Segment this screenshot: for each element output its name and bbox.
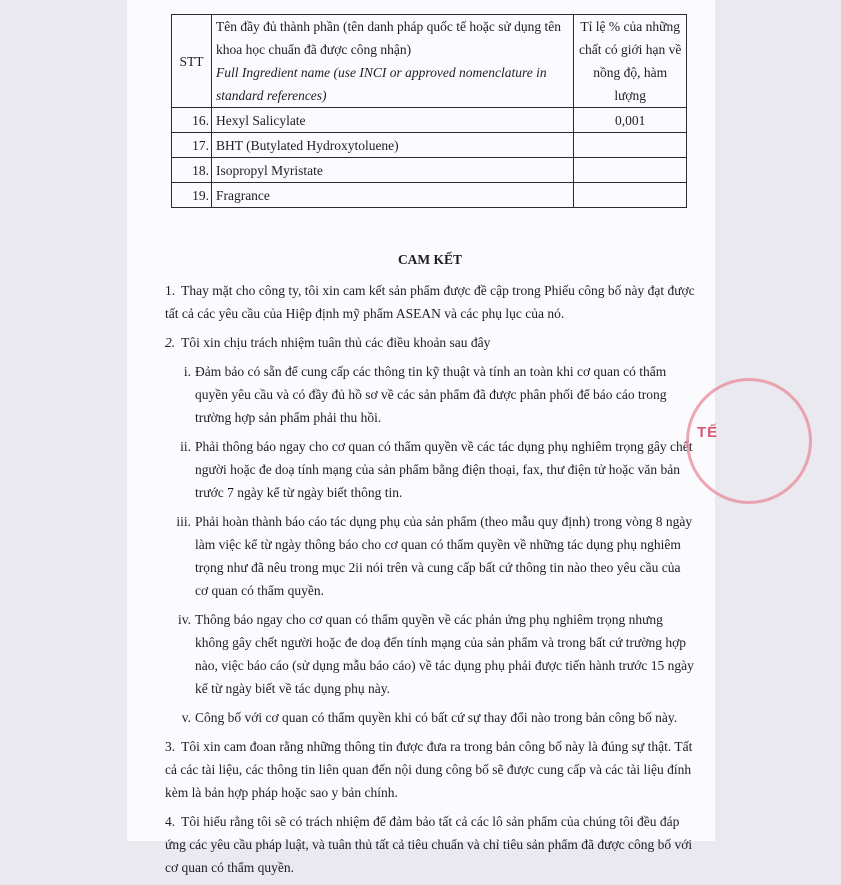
commitment-section (165, 248, 695, 885)
row-stt: 18. (172, 158, 212, 183)
stamp-text: TẾ (697, 424, 719, 441)
commitment-title: CAM KẾT (397, 252, 463, 267)
row-pct (574, 183, 687, 208)
header-name-vi: Tên đầy đủ thành phần (tên danh pháp quốc tế hoặc sử dụng tên khoa học chuẩn đã được công nhận) (215, 19, 562, 57)
row-pct (574, 158, 687, 183)
paragraph-1 (165, 279, 695, 325)
table-row (172, 158, 687, 183)
sub-item-text: Đảm bảo có sẵn để cung cấp các thông tin kỹ thuật và tính an toàn khi cơ quan có thẩm quyền yêu cầu và có đầy đủ hồ sơ về các sản phẩm đã được phân phối để báo cáo trong trường hợp sản phẩm phải thu hồi. (195, 364, 667, 425)
table-header-row (172, 15, 687, 108)
row-stt: 19. (172, 183, 212, 208)
header-name-en: Full Ingredient name (use INCI or approved nomenclature in standard references) (215, 65, 547, 103)
paragraph-number: 3. (165, 739, 176, 754)
sub-item-text: Thông báo ngay cho cơ quan có thẩm quyền về các phản ứng phụ nghiêm trọng nhưng không gây chết người hoặc đe doạ đến tính mạng của sản phẩm và trong bất cứ trường hợp nào, việc báo cáo (sử dụng mẫu báo cáo) về tác dụng phụ phải được tiến hành trước 15 ngày kể từ ngày biết về tác dụng phụ này. (195, 612, 694, 696)
sub-item (165, 435, 695, 504)
paragraph-text: Tôi hiểu rằng tôi sẽ có trách nhiệm để đảm bảo tất cả các lô sản phẩm của chúng tôi đều đáp ứng các yêu cầu pháp luật, và tuân thủ tất cả tiêu chuẩn và chỉ tiêu sản phẩm đã được công bố với cơ quan có thẩm quyền. (165, 814, 693, 875)
table-row (172, 108, 687, 133)
row-pct: 0,001 (574, 108, 687, 133)
row-name: Fragrance (211, 183, 573, 208)
row-name: Isopropyl Myristate (211, 158, 573, 183)
sub-item-number: i. (183, 364, 191, 379)
paragraph-number: 2. (165, 335, 176, 350)
sub-item-text: Phải thông báo ngay cho cơ quan có thẩm quyền về các tác dụng phụ nghiêm trọng gây chết người hoặc đe doạ tính mạng của sản phẩm bằng điện thoại, fax, thư điện tử hoặc văn bản trước 7 ngày kể từ ngày biết thông tin. (195, 439, 693, 500)
sub-item (165, 360, 695, 429)
table-row (172, 133, 687, 158)
sub-item (165, 608, 695, 700)
paragraph-text: Tôi xin cam đoan rằng những thông tin được đưa ra trong bản công bố này là đúng sự thật. Tất cả các tài liệu, các thông tin liên quan đến nội dung công bố sẽ được cung cấp và các tài liệu đính kèm là bản hợp pháp hoặc sao y bản chính. (165, 739, 693, 800)
sub-item-number: ii. (180, 439, 191, 454)
ingredient-table (171, 14, 687, 208)
row-name: Hexyl Salicylate (211, 108, 573, 133)
paragraph-4 (165, 810, 695, 879)
paragraph-text: Thay mặt cho công ty, tôi xin cam kết sản phẩm được đề cập trong Phiếu công bố này đạt được tất cả các yêu cầu của Hiệp định mỹ phẩm ASEAN và các phụ lục của nó. (165, 283, 695, 321)
paragraph-2 (165, 331, 695, 354)
sub-item-number: iii. (176, 514, 191, 529)
row-stt: 17. (172, 133, 212, 158)
sub-item-number: iv. (178, 612, 191, 627)
sub-item-number: v. (181, 710, 191, 725)
red-stamp-seal (686, 378, 812, 504)
paragraph-number: 4. (165, 814, 176, 829)
sub-item (165, 510, 695, 602)
paragraph-number: 1. (165, 283, 176, 298)
sub-item-text: Phải hoàn thành báo cáo tác dụng phụ của sản phẩm (theo mẫu quy định) trong vòng 8 ngày làm việc kể từ ngày thông báo cho cơ quan có thẩm quyền về những tác dụng phụ nghiêm trọng như đã nêu trong mục 2ii nói trên và cung cấp bất cứ thông tin nào theo yêu cầu của cơ quan có thẩm quyền. (195, 514, 693, 598)
row-name: BHT (Butylated Hydroxytoluene) (211, 133, 573, 158)
row-stt: 16. (172, 108, 212, 133)
header-ingredient-name (211, 15, 573, 108)
header-percentage: Tỉ lệ % của những chất có giới hạn về nồng độ, hàm lượng (574, 15, 687, 108)
row-pct (574, 133, 687, 158)
table-row (172, 183, 687, 208)
sub-item (165, 706, 695, 729)
paragraph-3 (165, 735, 695, 804)
header-stt: STT (172, 15, 212, 108)
paragraph-text: Tôi xin chịu trách nhiệm tuân thủ các điều khoản sau đây (181, 335, 491, 350)
sub-item-text: Công bố với cơ quan có thẩm quyền khi có bất cứ sự thay đổi nào trong bản công bố này. (195, 710, 678, 725)
